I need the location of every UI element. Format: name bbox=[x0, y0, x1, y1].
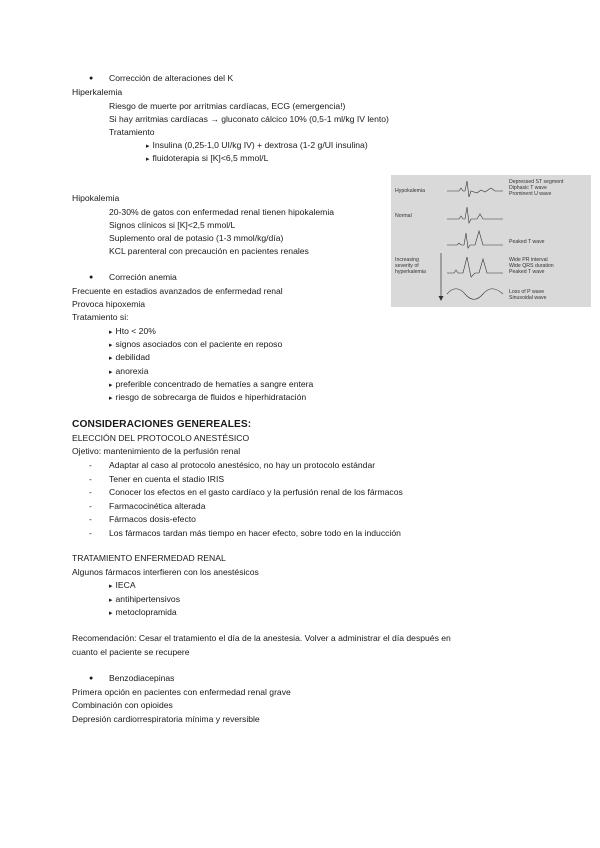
consideracion-item-1: - Adaptar al caso al protocolo anestésico, no hay un protocolo estándar bbox=[109, 460, 375, 471]
consideracion-item-2: - Tener en cuenta el stadio IRIS bbox=[109, 474, 224, 485]
anemia-line-1: Frecuente en estadios avanzados de enfermedad renal bbox=[72, 286, 283, 296]
ecg-desc-hypo-3: Prominent U wave bbox=[509, 191, 552, 197]
anemia-item-6: ▸ riesgo de sobrecarga de fluidos e hiperhidratación bbox=[109, 392, 306, 404]
bullet-benzodiacepinas: ● Benzodiacepinas bbox=[109, 673, 174, 684]
anemia-item-5: ▸ preferible concentrado de hematíes a sangre entera bbox=[109, 379, 313, 391]
benzo-line-1: Primera opción en pacientes con enfermedad renal grave bbox=[72, 687, 291, 697]
anemia-item-1: ▸ Hto < 20% bbox=[109, 326, 156, 338]
farmaco-item-2: ▸ antihipertensivos bbox=[109, 594, 180, 606]
bullet-anemia: ● Correción anemia bbox=[109, 272, 177, 283]
hiper-line-1: Riesgo de muerte por arritmias cardíacas, ECG (emergencia!) bbox=[109, 101, 346, 111]
ecg-desc-loss-1: Loss of P wave bbox=[509, 289, 545, 295]
bullet-correccion-k: ● Corrección de alteraciones del K bbox=[109, 73, 233, 84]
benzo-line-2: Combinación con opioides bbox=[72, 700, 173, 710]
ecg-desc-hypo-2: Diphasic T wave bbox=[509, 185, 547, 191]
ecg-label-severity-3: hyperkalemia bbox=[395, 269, 426, 275]
hiper-line-3: Tratamiento bbox=[109, 127, 155, 137]
hiper-treatment-2: ▸ fluidoterapia si [K]<6,5 mmol/L bbox=[146, 153, 268, 165]
anemia-item-3: ▸ debilidad bbox=[109, 352, 150, 364]
anemia-item-4: ▸ anorexia bbox=[109, 366, 148, 378]
hiperkalemia-title: Hiperkalemia bbox=[72, 87, 123, 97]
hipo-line-3: Suplemento oral de potasio (1-3 mmol/kg/día) bbox=[109, 233, 284, 243]
objetivo-line: Ojetivo: mantenimiento de la perfusión renal bbox=[72, 446, 241, 456]
recomendacion-line-2: cuanto el paciente se recupere bbox=[72, 647, 190, 657]
tratamiento-renal-heading: TRATAMIENTO ENFERMEDAD RENAL bbox=[72, 553, 226, 563]
protocolo-subheading: ELECCIÓN DEL PROTOCOLO ANESTÉSICO bbox=[72, 433, 250, 443]
ecg-desc-wide-1: Wide PR interval bbox=[509, 257, 548, 263]
farmaco-item-1: ▸ IECA bbox=[109, 580, 136, 592]
ecg-desc-hypo-1: Depressed ST segment bbox=[509, 179, 564, 185]
ecg-desc-loss-2: Sinusoidal wave bbox=[509, 295, 547, 301]
hiper-line-2: Si hay arritmias cardíacas → gluconato cálcico 10% (0,5-1 ml/kg IV lento) bbox=[109, 114, 389, 124]
ecg-label-hypokalemia: Hypokalemia bbox=[395, 188, 425, 194]
ecg-label-severity-2: severity of bbox=[395, 263, 419, 269]
anemia-line-3: Tratamiento si: bbox=[72, 312, 129, 322]
consideracion-item-6: - Los fármacos tardan más tiempo en hacer efecto, sobre todo en la inducción bbox=[109, 528, 401, 539]
anemia-item-2: ▸ signos asociados con el paciente en reposo bbox=[109, 339, 282, 351]
tratamiento-renal-intro: Algunos fármacos interfieren con los anestésicos bbox=[72, 567, 259, 577]
consideracion-item-4: - Farmacocinética alterada bbox=[109, 501, 206, 512]
ecg-label-severity-1: Increasing bbox=[395, 257, 419, 263]
hipo-line-2: Signos clínicos si [K]<2,5 mmol/L bbox=[109, 220, 236, 230]
consideracion-item-3: - Conocer los efectos en el gasto cardíaco y la perfusión renal de los fármacos bbox=[109, 487, 403, 498]
ecg-desc-wide-3: Peaked T wave bbox=[509, 269, 545, 275]
hipokalemia-title: Hipokalemia bbox=[72, 193, 120, 203]
ecg-desc-peaked: Peaked T wave bbox=[509, 239, 545, 245]
recomendacion-line-1: Recomendación: Cesar el tratamiento el día de la anestesia. Volver a administrar el día después en bbox=[72, 633, 451, 643]
farmaco-item-3: ▸ metoclopramida bbox=[109, 607, 177, 619]
anemia-line-2: Provoca hipoxemia bbox=[72, 299, 146, 309]
hiper-treatment-1: ▸ Insulina (0,25-1,0 UI/kg IV) + dextrosa (1-2 g/UI insulina) bbox=[146, 140, 368, 152]
hipo-line-1: 20-30% de gatos con enfermedad renal tienen hipokalemia bbox=[109, 207, 335, 217]
consideraciones-heading: CONSIDERACIONES GENEREALES: bbox=[72, 419, 252, 430]
consideracion-item-5: - Fármacos dosis-efecto bbox=[109, 514, 196, 525]
benzo-line-3: Depresión cardiorrespiratoria mínima y reversible bbox=[72, 714, 260, 724]
ecg-desc-wide-2: Wide QRS duration bbox=[509, 263, 554, 269]
hipo-line-4: KCL parenteral con precaución en pacientes renales bbox=[109, 246, 309, 256]
ecg-label-normal: Normal bbox=[395, 213, 412, 219]
ecg-potassium-figure bbox=[391, 175, 591, 307]
